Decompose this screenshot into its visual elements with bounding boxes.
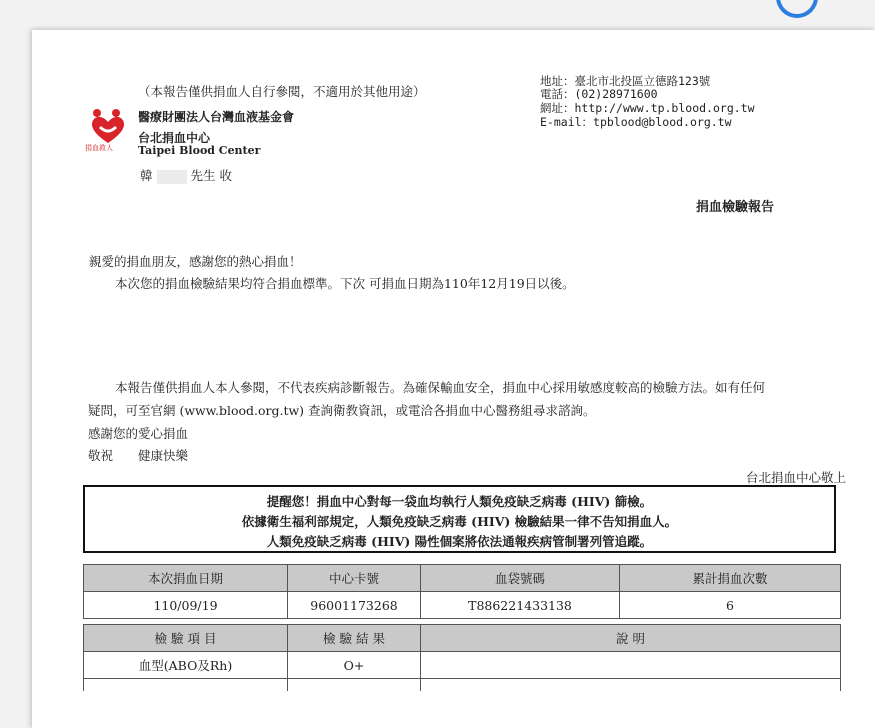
donation-info-table <box>83 564 841 619</box>
table-row-partial <box>84 679 841 692</box>
test-result: O+ <box>288 652 421 679</box>
test-item: 血型(ABO及Rh) <box>84 652 288 679</box>
total-donations: 6 <box>620 592 841 619</box>
phone: 電話：(02)28971600 <box>540 87 658 101</box>
report-title: 捐血檢驗報告 <box>696 200 775 215</box>
header-test-result: 檢 驗 結 果 <box>288 625 421 652</box>
result-line: 本次您的捐血檢驗結果均符合捐血標準。下次 可捐血日期為110年12月19日以後。 <box>115 276 575 291</box>
recipient-surname: 韓 <box>140 168 153 183</box>
regards-line: 敬祝 健康快樂 <box>88 448 189 463</box>
loading-indicator-icon <box>776 0 818 18</box>
header-total-donations: 累計捐血次數 <box>620 565 841 592</box>
notice-line3: 人類免疫缺乏病毒 (HIV) 陽性個案將依法通報疾病管制署列管追蹤。 <box>266 534 653 549</box>
notice-line2: 依據衛生福利部規定，人類免疫缺乏病毒 (HIV) 檢驗結果一律不告知捐血人。 <box>241 514 678 529</box>
logo-caption: 捐血救人 <box>85 144 113 152</box>
address: 地址：臺北市北投區立德路123號 <box>540 74 711 88</box>
table-row <box>84 652 841 679</box>
bag-number: T886221433138 <box>421 592 620 619</box>
greeting: 親愛的捐血朋友，感謝您的熱心捐血！ <box>89 254 302 269</box>
report-page <box>32 30 875 728</box>
test-description <box>421 652 841 679</box>
recipient-suffix: 先生 收 <box>190 168 232 183</box>
center-name-zh: 台北捐血中心 <box>138 131 211 145</box>
hiv-notice-box <box>83 485 836 553</box>
website: 網址：http://www.tp.blood.org.tw <box>540 101 755 115</box>
card-number: 96001173268 <box>288 592 421 619</box>
header-bag-number: 血袋號碼 <box>421 565 620 592</box>
header-description: 說 明 <box>421 625 841 652</box>
disclaimer-para-line1: 本報告僅供捐血人本人參閱，不代表疾病診斷報告。為確保輸血安全，捐血中心採用敏感度較高的檢驗方法。如有任何 <box>115 380 766 395</box>
signoff: 台北捐血中心敬上 <box>746 470 847 485</box>
email: E-mail：tpblood@blood.org.tw <box>540 115 732 129</box>
test-header-row <box>84 625 841 652</box>
donation-header-row <box>84 565 841 592</box>
disclaimer: （本報告僅供捐血人自行參閱，不適用於其他用途） <box>138 84 426 99</box>
center-name-en: Taipei Blood Center <box>138 144 261 157</box>
viewer-top-bar <box>0 0 875 30</box>
donation-date: 110/09/19 <box>84 592 288 619</box>
viewer-left-gutter <box>0 0 32 728</box>
donation-value-row <box>84 592 841 619</box>
org-name: 醫療財團法人台灣血液基金會 <box>138 110 295 124</box>
notice-line1: 提醒您！捐血中心對每一袋血均執行人類免疫缺乏病毒 (HIV) 篩檢。 <box>266 494 653 509</box>
thanks-line: 感謝您的愛心捐血 <box>88 426 189 441</box>
recipient <box>140 166 232 184</box>
header-test-item: 檢 驗 項 目 <box>84 625 288 652</box>
header-card-number: 中心卡號 <box>288 565 421 592</box>
disclaimer-para-line2: 疑問，可至官網 (www.blood.org.tw) 查詢衛教資訊，或電洽各捐血中心醫務組尋求諮詢。 <box>88 403 596 418</box>
redacted-name <box>157 170 187 184</box>
header-donation-date: 本次捐血日期 <box>84 565 288 592</box>
test-results-table <box>83 624 841 691</box>
